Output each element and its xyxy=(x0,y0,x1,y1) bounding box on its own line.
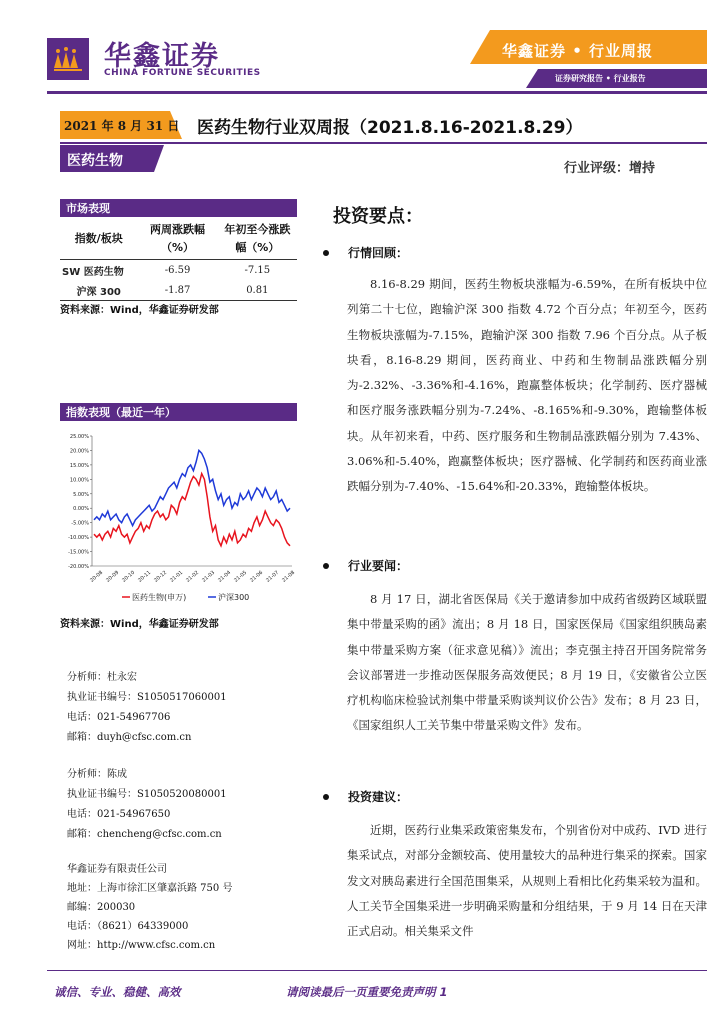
column-header: 指数/板块 xyxy=(74,232,123,245)
company-name: 华鑫证券有限责任公司 xyxy=(67,864,167,875)
index-chart xyxy=(60,430,297,610)
x-tick-label: 21-02 xyxy=(185,569,201,584)
two-week-change: -1.87 xyxy=(164,284,191,296)
table-source: 资料来源：Wind，华鑫证券研发部 xyxy=(60,305,219,316)
chart-section-header xyxy=(60,403,297,421)
bullet-icon xyxy=(323,563,329,569)
y-tick-label: -15.00% xyxy=(68,549,89,556)
chart-source: 资料来源：Wind，华鑫证券研发部 xyxy=(60,619,219,630)
market-table xyxy=(60,219,297,301)
y-tick-label: 0.00% xyxy=(73,506,89,513)
y-tick-label: 5.00% xyxy=(73,491,89,498)
legend-label: 医药生物(申万) xyxy=(132,593,187,602)
report-date: 2021 年 8 月 31 日 xyxy=(64,119,180,133)
chart-section-title: 指数表现（最近一年） xyxy=(66,406,176,419)
header-divider xyxy=(47,91,707,94)
company-website[interactable]: 网址：http://www.cfsc.com.cn xyxy=(67,940,216,951)
title-divider xyxy=(60,142,707,144)
section-title-advice: 投资建议： xyxy=(348,790,409,804)
sector-name: 医药生物 xyxy=(67,153,123,169)
analyst-cert: 执业证书编号：S1050520080001 xyxy=(67,789,227,800)
banner-subtitle: 证券研究报告 • 行业报告 xyxy=(555,74,646,83)
brand-name: 华鑫证券 xyxy=(104,41,220,72)
market-section-title: 市场表现 xyxy=(66,202,110,215)
two-week-change: -6.59 xyxy=(164,264,191,276)
analyst-name: 分析师：杜永宏 xyxy=(67,672,137,683)
table-row xyxy=(60,280,297,301)
brand-logo-icon xyxy=(47,38,89,80)
brand-name-english: CHINA FORTUNE SECURITIES xyxy=(104,68,261,78)
legend-label: 沪深300 xyxy=(218,593,250,602)
market-review-paragraph: 8.16-8.29 期间，医药生物板块涨幅为-6.59%，在所有板块中位列第二十七位，跑输沪深 300 指数 4.72 个百分点；年初至今，医药生物板块涨幅为-7.15%，跑输沪深 300 指数 7.96 个百分点。从子板块看，8.16-8.29 期间，医药商业、中药和生物制品涨跌幅分别为-2.32%、-3.36%和-4.16%，跑赢整体板块；化学制药、医疗器械和医疗服务涨跌幅分别为-7.24%、-8.165%和-9.30%，跑输整体板块。从年初来看，中药、医疗服务和生物制品涨跌幅分别为 7.43%、3.06%和-5.40%，跑赢整体板块；医疗器械、化学制药和医药商业涨跌幅分别为-7.40%、-15.64%和-20.33%，跑输整体板块。 xyxy=(347,277,707,494)
analyst-phone: 电话：021-54967650 xyxy=(67,809,171,820)
row-name: 沪深 300 xyxy=(76,286,121,298)
analyst-email[interactable]: 邮箱：duyh@cfsc.com.cn xyxy=(67,732,192,743)
column-header: 年初至今涨跌 幅（%） xyxy=(224,223,291,254)
x-tick-label: 21-05 xyxy=(233,569,249,584)
bullet-icon xyxy=(323,250,329,256)
analyst-cert: 执业证书编号：S1050517060001 xyxy=(67,692,227,703)
bullet-icon xyxy=(323,794,329,800)
series-line xyxy=(94,474,290,546)
footer-disclaimer: 请阅读最后一页重要免责声明 1 xyxy=(286,985,448,999)
banner-title: 华鑫证券 • 行业周报 xyxy=(502,42,654,60)
table-row xyxy=(60,260,297,281)
x-tick-label: 20-12 xyxy=(153,569,169,584)
x-tick-label: 20-10 xyxy=(121,569,137,584)
row-name: SW 医药生物 xyxy=(62,266,124,278)
x-tick-label: 21-01 xyxy=(169,569,185,584)
report-title: 医药生物行业双周报（2021.8.16-2021.8.29） xyxy=(197,118,583,138)
company-block xyxy=(67,860,232,955)
industry-news-paragraph: 8 月 17 日，湖北省医保局《关于邀请参加中成药省级跨区域联盟集中带量采购的函》流出；8 月 18 日，国家医保局《国家组织胰岛素集中带量采购方案（征求意见稿）》流出；李克强主持召开国务院常务会议部署进一步推动医保服务高效便民；8 月 19 日，《安徽省公立医疗机构临床检验试剂集中带量采购谈判议价公告》发布；8 月 23 日，《国家组织人工关节集中带量采购文件》发布。 xyxy=(347,592,707,733)
analyst-block xyxy=(67,668,227,748)
industry-rating: 行业评级：增持 xyxy=(564,161,656,176)
company-phone: 电话：（8621）64339000 xyxy=(67,921,189,932)
y-tick-label: 15.00% xyxy=(69,462,89,469)
x-tick-label: 20-08 xyxy=(89,569,105,584)
y-tick-label: 25.00% xyxy=(69,434,89,440)
table-header-row xyxy=(60,219,297,260)
x-tick-label: 21-03 xyxy=(201,569,217,584)
analyst-name: 分析师：陈成 xyxy=(67,769,127,780)
y-tick-label: -5.00% xyxy=(71,520,89,527)
market-section-header xyxy=(60,199,297,217)
investment-advice-paragraph: 近期，医药行业集采政策密集发布，个别省份对中成药、IVD 进行集采试点，对部分金额较高、使用量较大的品种进行集采的探索。国家发文对胰岛素进行全国范围集采，从规则上看相比化药集采较为温和。人工关节全国集采进一步明确采购量和分组结果，于 9 月 14 日在天津正式启动。相关集采文件 xyxy=(347,823,707,939)
series-line xyxy=(94,450,290,525)
x-tick-label: 21-04 xyxy=(217,569,233,584)
x-tick-label: 21-07 xyxy=(265,569,281,584)
analyst-block xyxy=(67,765,227,845)
company-address: 地址：上海市徐汇区肇嘉浜路 750 号 xyxy=(67,883,233,894)
column-header: 两周涨跌幅 （%） xyxy=(150,223,206,254)
section-title-news: 行业要闻： xyxy=(348,559,409,573)
company-zip: 邮编：200030 xyxy=(67,902,136,913)
footer-motto: 诚信、专业、稳健、高效 xyxy=(54,985,181,999)
x-tick-label: 21-06 xyxy=(249,569,265,584)
section-title-review: 行情回顾： xyxy=(348,246,409,260)
analyst-phone: 电话：021-54967706 xyxy=(67,712,171,723)
analyst-email[interactable]: 邮箱：chencheng@cfsc.com.cn xyxy=(67,829,222,840)
ytd-change: -7.15 xyxy=(244,264,271,276)
footer-divider xyxy=(47,970,707,971)
x-tick-label: 20-09 xyxy=(105,569,121,584)
x-tick-label: 21-08 xyxy=(281,569,297,584)
ytd-change: 0.81 xyxy=(246,284,269,296)
y-tick-label: 10.00% xyxy=(69,477,89,484)
x-tick-label: 20-11 xyxy=(137,569,153,584)
y-tick-label: -10.00% xyxy=(68,535,89,542)
key-points-heading: 投资要点： xyxy=(333,206,423,227)
y-tick-label: -20.00% xyxy=(68,564,89,570)
y-tick-label: 20.00% xyxy=(69,448,89,455)
